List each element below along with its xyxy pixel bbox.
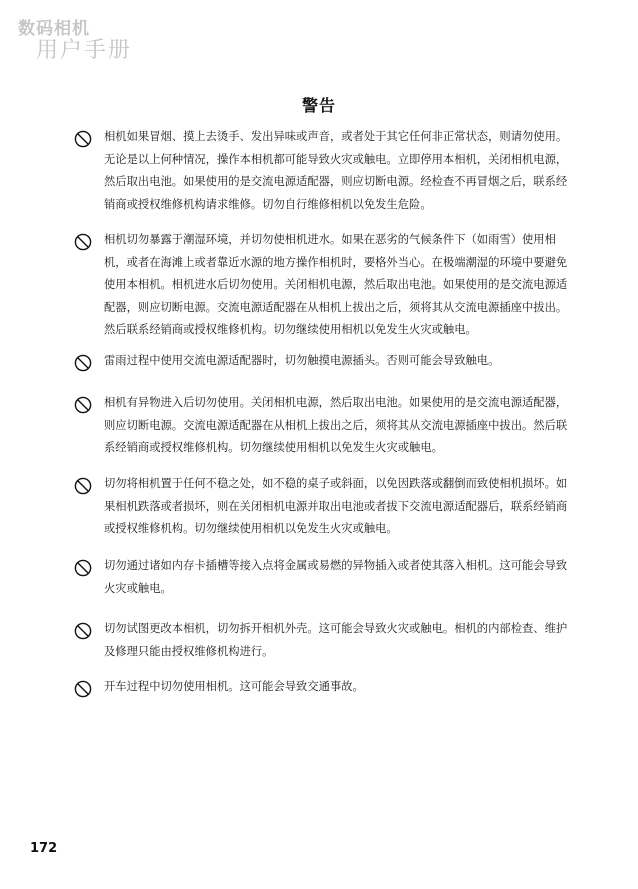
warning-item <box>74 676 574 699</box>
page-number: 172 <box>30 841 58 856</box>
warning-text: 切勿将相机置于任何不稳之处，如不稳的桌子或斜面，以免因跌落或翻倒而致使相机损坏。如果相机跌落或者损坏，则在关闭相机电源并取出电池或者拔下交流电源适配器后，联系经销商或授权维修机构。切勿继续使用相机以免发生火灾或触电。 <box>104 477 568 535</box>
watermark-line2: 用户手册 <box>36 38 133 63</box>
prohibited-icon <box>74 130 92 148</box>
warning-item <box>74 126 574 216</box>
warning-text: 切勿试图更改本相机，切勿拆开相机外壳。这可能会导致火灾或触电。相机的内部检查、维护及修理只能由授权维修机构进行。 <box>104 622 568 658</box>
prohibited-icon <box>74 477 92 495</box>
watermark <box>18 14 158 63</box>
warning-item <box>74 618 574 663</box>
warning-text: 开车过程中切勿使用相机。这可能会导致交通事故。 <box>104 680 364 693</box>
watermark-line1: 数码相机 <box>18 19 90 39</box>
warning-text: 相机切勿暴露于潮湿环境，并切勿使相机进水。如果在恶劣的气候条件下（如雨雪）使用相机，或者在海滩上或者靠近水源的地方操作相机时，要格外当心。在极端潮湿的环境中要避免使用本相机。相机进水后切勿使用。关闭相机电源，然后取出电池。如果使用的是交流电源适配器，则应切断电源。交流电源适配器在从相机上拔出之后，须将其从交流电源插座中拔出。然后联系经销商或授权维修机构。切勿继续使用相机以免发生火灾或触电。 <box>104 233 568 336</box>
warning-item <box>74 350 574 373</box>
prohibited-icon <box>74 233 92 251</box>
warning-text: 相机有异物进入后切勿使用。关闭相机电源，然后取出电池。如果使用的是交流电源适配器，则应切断电源。交流电源适配器在从相机上拔出之后，须将其从交流电源插座中拔出。然后联系经销商或授权维修机构。切勿继续使用相机以免发生火灾或触电。 <box>104 396 568 454</box>
warning-item <box>74 392 574 460</box>
warning-item <box>74 229 574 342</box>
prohibited-icon <box>74 396 92 414</box>
warning-text: 相机如果冒烟、摸上去烫手、发出异味或声音，或者处于其它任何非正常状态，则请勿使用。无论是以上何种情况，操作本相机都可能导致火灾或触电。立即停用本相机，关闭相机电源，然后取出电池。如果使用的是交流电源适配器，则应切断电源。经检查不再冒烟之后，联系经销商或授权维修机构请求维修。切勿自行维修相机以免发生危险。 <box>104 130 568 211</box>
prohibited-icon <box>74 354 92 372</box>
warning-item <box>74 555 574 600</box>
warning-text: 雷雨过程中使用交流电源适配器时，切勿触摸电源插头。否则可能会导致触电。 <box>104 354 500 367</box>
prohibited-icon <box>74 680 92 698</box>
prohibited-icon <box>74 622 92 640</box>
prohibited-icon <box>74 559 92 577</box>
warning-item <box>74 473 574 541</box>
page-title: 警告 <box>301 96 336 115</box>
warning-text: 切勿通过诸如内存卡插槽等接入点将金属或易燃的异物插入或者使其落入相机。这可能会导致火灾或触电。 <box>104 559 568 595</box>
